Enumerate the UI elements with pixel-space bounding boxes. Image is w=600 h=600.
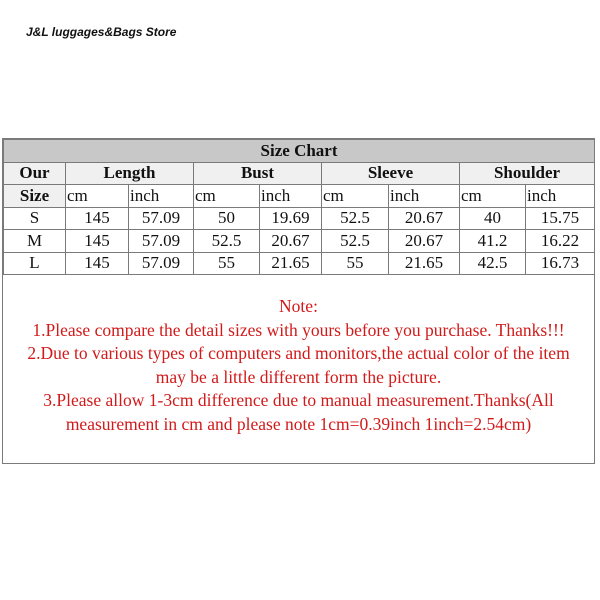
table-cell: 57.09	[129, 230, 194, 253]
table-row	[4, 252, 595, 275]
table-cell: 16.22	[526, 230, 595, 253]
note-line: may be a little different form the picture.	[155, 366, 442, 387]
unit-header: cm	[66, 185, 129, 208]
table-cell: 145	[66, 252, 129, 275]
note-line: 1.Please compare the detail sizes with yours before you purchase. Thanks!!!	[32, 319, 565, 340]
table-cell: 57.09	[129, 207, 194, 230]
table-cell: 41.2	[460, 230, 526, 253]
unit-header: cm	[460, 185, 526, 208]
our-size-label-top: Our	[4, 162, 66, 185]
unit-header: inch	[389, 185, 460, 208]
store-name: J&L luggages&Bags Store	[26, 25, 177, 39]
note-line: 2.Due to various types of computers and monitors,the actual color of the item	[27, 343, 570, 363]
table-cell: 42.5	[460, 252, 526, 275]
note-line: 3.Please allow 1-3cm difference due to manual measurement.Thanks(All	[43, 390, 554, 410]
table-group-header-row	[4, 162, 595, 185]
table-cell: 21.65	[389, 252, 460, 275]
our-size-label-bottom: Size	[4, 185, 66, 208]
unit-header: inch	[526, 185, 595, 208]
table-cell: 15.75	[526, 207, 595, 230]
size-chart	[2, 138, 595, 464]
table-cell: 55	[194, 252, 260, 275]
group-header-length: Length	[66, 162, 194, 185]
unit-header: cm	[194, 185, 260, 208]
size-label: L	[4, 252, 66, 275]
group-header-bust: Bust	[194, 162, 322, 185]
table-cell: 20.67	[389, 230, 460, 253]
table-cell: 55	[322, 252, 389, 275]
table-cell: 16.73	[526, 252, 595, 275]
note-line: measurement in cm and please note 1cm=0.39inch 1inch=2.54cm)	[65, 413, 532, 434]
size-table	[3, 139, 595, 275]
table-cell: 52.5	[194, 230, 260, 253]
table-cell: 145	[66, 230, 129, 253]
table-cell: 57.09	[129, 252, 194, 275]
unit-header: inch	[129, 185, 194, 208]
note-heading: Note:	[279, 296, 318, 316]
group-header-shoulder: Shoulder	[460, 162, 595, 185]
table-cell: 50	[194, 207, 260, 230]
table-cell: 20.67	[389, 207, 460, 230]
notes-section	[3, 275, 594, 436]
table-cell: 52.5	[322, 207, 389, 230]
table-cell: 52.5	[322, 230, 389, 253]
size-label: S	[4, 207, 66, 230]
table-cell: 20.67	[260, 230, 322, 253]
chart-title: Size Chart	[4, 140, 595, 163]
table-cell: 40	[460, 207, 526, 230]
table-cell: 19.69	[260, 207, 322, 230]
table-cell: 21.65	[260, 252, 322, 275]
table-row	[4, 207, 595, 230]
unit-header: cm	[322, 185, 389, 208]
table-title-row	[4, 140, 595, 163]
table-cell: 145	[66, 207, 129, 230]
unit-header: inch	[260, 185, 322, 208]
size-label: M	[4, 230, 66, 253]
table-unit-row	[4, 185, 595, 208]
table-row	[4, 230, 595, 253]
group-header-sleeve: Sleeve	[322, 162, 460, 185]
